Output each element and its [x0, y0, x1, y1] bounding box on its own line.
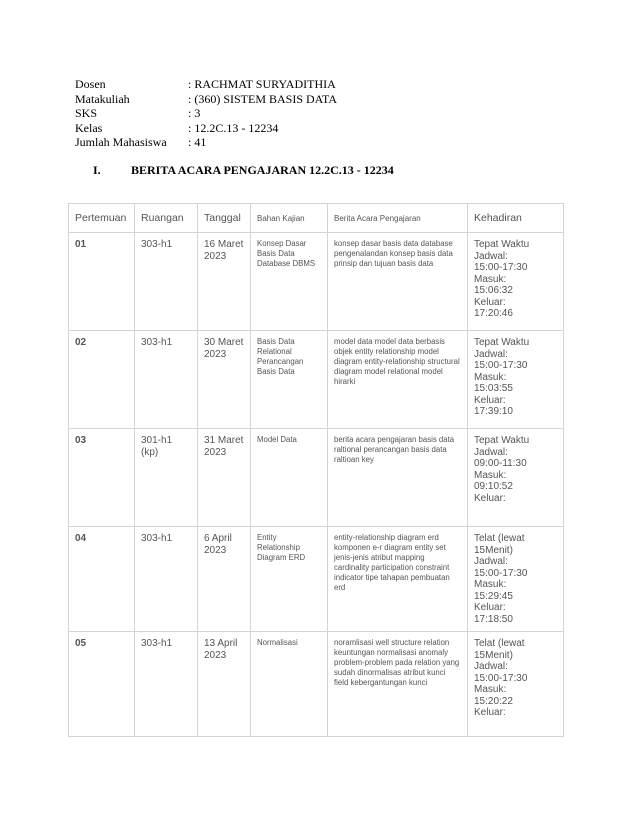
cell-tanggal: 13 April 2023 — [198, 632, 251, 737]
header-berita-acara: Berita Acara Pengajaran — [328, 204, 468, 233]
header-ruangan: Ruangan — [135, 204, 198, 233]
header-bahan-kajian: Bahan Kajian — [251, 204, 328, 233]
cell-ruangan: 303-h1 — [135, 527, 198, 632]
info-row-dosen — [75, 77, 337, 92]
kehadiran-line: 15:03:55 — [474, 383, 513, 394]
cell-bahan-kajian: Normalisasi — [251, 632, 328, 737]
cell-berita-acara: konsep dasar basis data database pengenalandan konsep basis data prinsip dan tujuan basis data — [328, 233, 468, 331]
cell-berita-acara: entity-relationship diagram erd komponen e-r diagram entity set jenis-jenis atribut mapping cardinality participation constraint indicator tipe tahapan pembuatan erd — [328, 527, 468, 632]
kelas-label: Kelas — [75, 120, 103, 135]
cell-tanggal: 31 Maret 2023 — [198, 429, 251, 527]
table-row — [69, 632, 564, 737]
cell-kehadiran — [468, 429, 564, 527]
cell-berita-acara: noramlisasi well structure relation keuntungan normalisasi anomaly problem-problem pada relation yang sudah dinormalisas atribut kunci field kebergantungan kunci — [328, 632, 468, 737]
cell-berita-acara: berita acara pengajaran basis data raltional perancangan basis data raltioan key — [328, 429, 468, 527]
matakuliah-value: : (360) SISTEM BASIS DATA — [188, 91, 338, 106]
cell-pertemuan: 04 — [69, 527, 135, 632]
dosen-label: Dosen — [75, 77, 106, 91]
kehadiran-line: 17:18:50 — [474, 613, 513, 625]
cell-tanggal: 6 April 2023 — [198, 527, 251, 632]
course-info — [75, 77, 337, 150]
info-row-sks — [75, 106, 337, 121]
cell-bahan-kajian: Konsep Dasar Basis Data Database DBMS — [251, 233, 328, 331]
cell-bahan-kajian: Entity Relationship Diagram ERD — [251, 527, 328, 632]
kehadiran-line: Keluar: — [474, 296, 506, 308]
kehadiran-line: 09:00-11:30 — [474, 458, 527, 469]
kehadiran-line: 15:06:32 — [474, 285, 513, 296]
cell-pertemuan: 05 — [69, 632, 135, 737]
matakuliah-label: Matakuliah — [75, 91, 130, 106]
kehadiran-status: Tepat Waktu — [474, 337, 530, 348]
sks-value: : 3 — [188, 106, 201, 121]
kehadiran-line: 15Menit) — [474, 544, 513, 556]
kehadiran-line: Masuk: — [474, 371, 507, 383]
kehadiran-status: Tepat Waktu — [474, 435, 530, 446]
info-row-jumlah — [75, 135, 337, 150]
table-header-row — [69, 204, 564, 233]
table-row — [69, 429, 564, 527]
kehadiran-status: Tepat Waktu — [474, 239, 530, 250]
kehadiran-line: Jadwal: — [474, 556, 508, 567]
cell-kehadiran — [468, 233, 564, 331]
kehadiran-line: 15:00-17:30 — [474, 567, 528, 579]
kehadiran-line: Masuk: — [474, 273, 507, 285]
jumlah-mahasiswa-label: Jumlah Mahasiswa — [75, 135, 167, 150]
kehadiran-line: 15:20:22 — [474, 695, 513, 707]
table-row — [69, 527, 564, 632]
kehadiran-line: Masuk: — [474, 579, 507, 590]
cell-berita-acara: model data model data berbasis objek entity relationship model diagram entity-relationship structural diagram model relational model hirarki — [328, 331, 468, 429]
kehadiran-line: 15:00-17:30 — [474, 672, 528, 684]
kehadiran-line: Masuk: — [474, 684, 507, 695]
cell-kehadiran — [468, 632, 564, 737]
section-number: I. — [93, 163, 101, 177]
kehadiran-line: Jadwal: — [474, 661, 508, 672]
kehadiran-line: 17:39:10 — [474, 406, 513, 417]
cell-ruangan: 303-h1 — [135, 632, 198, 737]
kehadiran-line: 09:10:52 — [474, 481, 513, 492]
header-tanggal: Tanggal — [198, 204, 251, 233]
cell-ruangan: 303-h1 — [135, 331, 198, 429]
kehadiran-line: Keluar: — [474, 394, 506, 406]
berita-acara-table — [68, 203, 564, 737]
kehadiran-line: Keluar: — [474, 602, 506, 613]
header-pertemuan: Pertemuan — [69, 204, 135, 233]
cell-tanggal: 16 Maret 2023 — [198, 233, 251, 331]
section-title: BERITA ACARA PENGAJARAN 12.2C.13 - 12234 — [131, 163, 394, 177]
kehadiran-line: Jadwal: — [474, 348, 508, 360]
kehadiran-line: 15:00-17:30 — [474, 360, 528, 371]
kehadiran-line: 15Menit) — [474, 649, 513, 661]
kehadiran-line: Keluar: — [474, 707, 506, 718]
kehadiran-line: 17:20:46 — [474, 308, 513, 319]
cell-pertemuan: 01 — [69, 233, 135, 331]
dosen-value: : RACHMAT SURYADITHIA — [188, 77, 336, 91]
sks-label: SKS — [75, 106, 98, 121]
cell-pertemuan: 02 — [69, 331, 135, 429]
cell-kehadiran — [468, 331, 564, 429]
kehadiran-status: Telat (lewat — [474, 533, 525, 544]
kehadiran-status: Telat (lewat — [474, 638, 525, 649]
kehadiran-line: Keluar: — [474, 492, 506, 504]
table-row — [69, 233, 564, 331]
kehadiran-line: Jadwal: — [474, 446, 508, 458]
header-kehadiran: Kehadiran — [468, 204, 564, 233]
jumlah-mahasiswa-value: : 41 — [188, 135, 207, 150]
kehadiran-line: 15:29:45 — [474, 590, 513, 602]
table-row — [69, 331, 564, 429]
kehadiran-line: Masuk: — [474, 469, 507, 481]
cell-tanggal: 30 Maret 2023 — [198, 331, 251, 429]
kehadiran-line: Jadwal: — [474, 250, 508, 262]
cell-ruangan: 303-h1 — [135, 233, 198, 331]
info-row-kelas — [75, 121, 337, 136]
kelas-value: : 12.2C.13 - 12234 — [188, 120, 279, 135]
cell-ruangan: 301-h1 (kp) — [135, 429, 198, 527]
section-heading — [93, 163, 394, 178]
cell-bahan-kajian: Model Data — [251, 429, 328, 527]
cell-bahan-kajian: Basis Data Relational Perancangan Basis Data — [251, 331, 328, 429]
cell-kehadiran — [468, 527, 564, 632]
cell-pertemuan: 03 — [69, 429, 135, 527]
kehadiran-line: 15:00-17:30 — [474, 262, 528, 273]
info-row-matakuliah — [75, 92, 337, 107]
